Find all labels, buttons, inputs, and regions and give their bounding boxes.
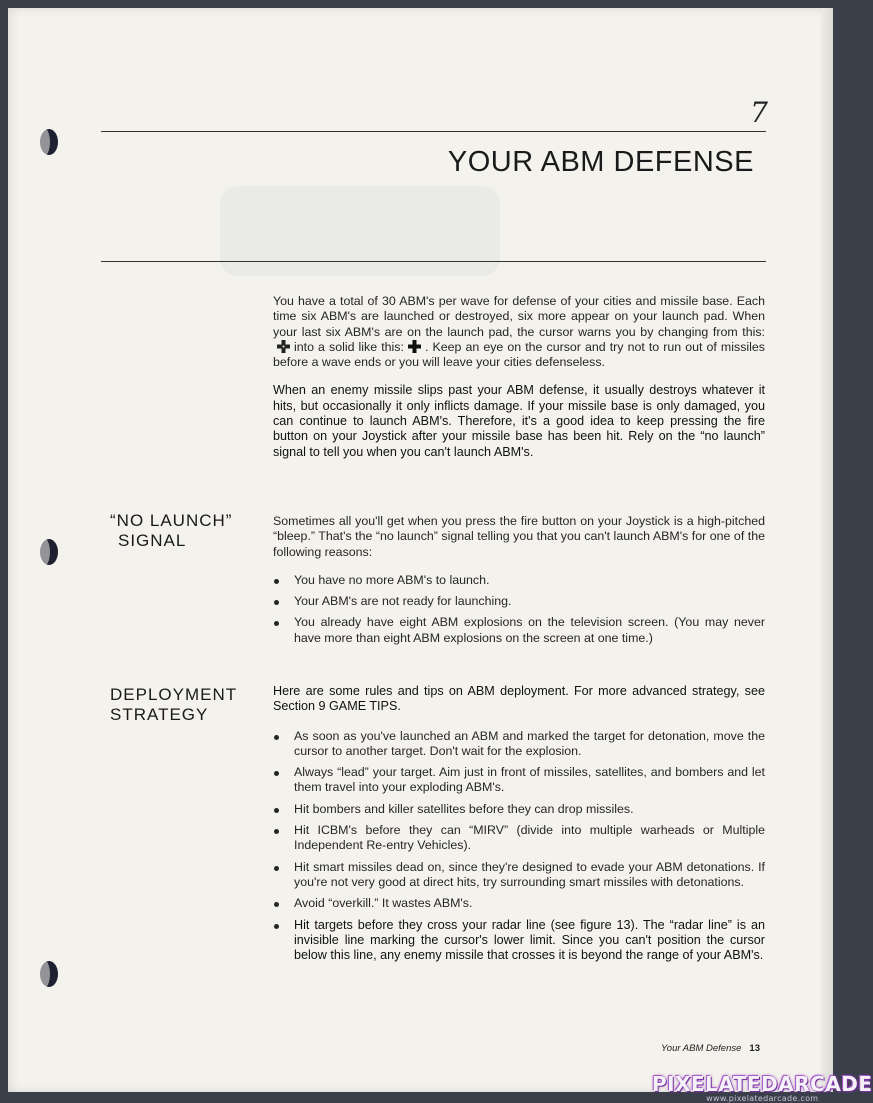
no-launch-paragraph: Sometimes all you'll get when you press the fire button on your Joystick is a high-pitched “bleep.” That's the “no launch” signal telling you that you can't launch ABM's for one of the following reasons:: [273, 514, 765, 559]
hollow-cross-cursor-icon: [277, 340, 290, 353]
binder-hole-middle: [40, 539, 58, 565]
chapter-title: YOUR ABM DEFENSE: [447, 146, 754, 178]
no-launch-section: [273, 514, 765, 652]
watermark-url: www.pixelatedarcade.com: [706, 1094, 819, 1103]
deployment-tips-list: [273, 729, 765, 964]
list-item: You already have eight ABM explosions on the television screen. (You may never have more than eight ABM explosions on the screen at one time.): [273, 615, 765, 646]
deployment-section: [273, 684, 765, 969]
footer-title: Your ABM Defense: [660, 1043, 742, 1054]
deployment-heading-line2: STRATEGY: [110, 705, 209, 724]
top-rule: [101, 131, 766, 132]
binder-hole-bottom: [40, 961, 58, 987]
deployment-heading: [110, 685, 237, 725]
list-item: Avoid “overkill.” It wastes ABM's.: [273, 896, 765, 911]
deployment-heading-line1: DEPLOYMENT: [110, 685, 238, 704]
binder-hole-top: [40, 129, 58, 155]
solid-cross-cursor-icon: [408, 340, 421, 353]
list-item: Always “lead” your target. Aim just in front of missiles, satellites, and bombers and let them travel into your exploding ABM's.: [273, 765, 765, 796]
list-item: Hit bombers and killer satellites before they can drop missiles.: [273, 802, 765, 817]
intro-paragraph-2: When an enemy missile slips past your ABM defense, it usually destroys whatever it hits, but occasionally it only inflicts damage. If your missile base is only damaged, you can continue to launch ABM's. Therefore, it's a good idea to keep pressing the fire button on your Joystick after your missile base has been hit. Rely on the “no launch” signal to tell you when you can't launch ABM's.: [273, 383, 765, 459]
list-item: Your ABM's are not ready for launching.: [273, 594, 765, 609]
list-item: You have no more ABM's to launch.: [273, 573, 765, 588]
list-item: Hit targets before they cross your radar line (see figure 13). The “radar line” is an invisible line marking the cursor's lower limit. Since you can't position the cursor below this line, any enemy missile that crosses it is beyond the range of your ABM's.: [273, 918, 765, 964]
page-number: 13: [749, 1043, 760, 1054]
list-item: Hit smart missiles dead on, since they're designed to evade your ABM detonations. If you're not very good at direct hits, try surrounding smart missiles with detonations.: [273, 860, 765, 891]
watermark-brand: PIXELATEDARCADE: [652, 1072, 873, 1096]
no-launch-heading-line1: “NO LAUNCH”: [110, 511, 233, 530]
no-launch-heading: [110, 511, 232, 551]
watermark: [652, 1072, 873, 1103]
chapter-number: 7: [750, 96, 768, 129]
intro-paragraph-1: You have a total of 30 ABM's per wave for defense of your cities and missile base. Each time six ABM's are launched or destroyed, six more appear on your launch pad. When your last six ABM's are on the launch pad, the cursor warns you by changing from this:into a solid like this: . Keep an eye on the cursor and try not to run out of missiles before a wave ends or you will leave your cities defenseless.: [273, 294, 765, 370]
deployment-intro-paragraph: Here are some rules and tips on ABM deployment. For more advanced strategy, see Section 9 GAME TIPS.: [273, 684, 765, 714]
no-launch-reasons-list: [273, 573, 765, 646]
list-item: Hit ICBM's before they can “MIRV” (divide into multiple warheads or Multiple Independent Re-entry Vehicles).: [273, 823, 765, 854]
ghost-image: [220, 186, 500, 276]
page-edge: [821, 8, 833, 1092]
no-launch-heading-line2: SIGNAL: [118, 531, 187, 550]
list-item: As soon as you've launched an ABM and marked the target for detonation, move the cursor to another target. Don't wait for the explosion.: [273, 729, 765, 760]
page-footer: [661, 1043, 760, 1054]
manual-page: [8, 8, 873, 1103]
intro-section: [273, 294, 765, 460]
header-bottom-rule: [101, 261, 766, 262]
